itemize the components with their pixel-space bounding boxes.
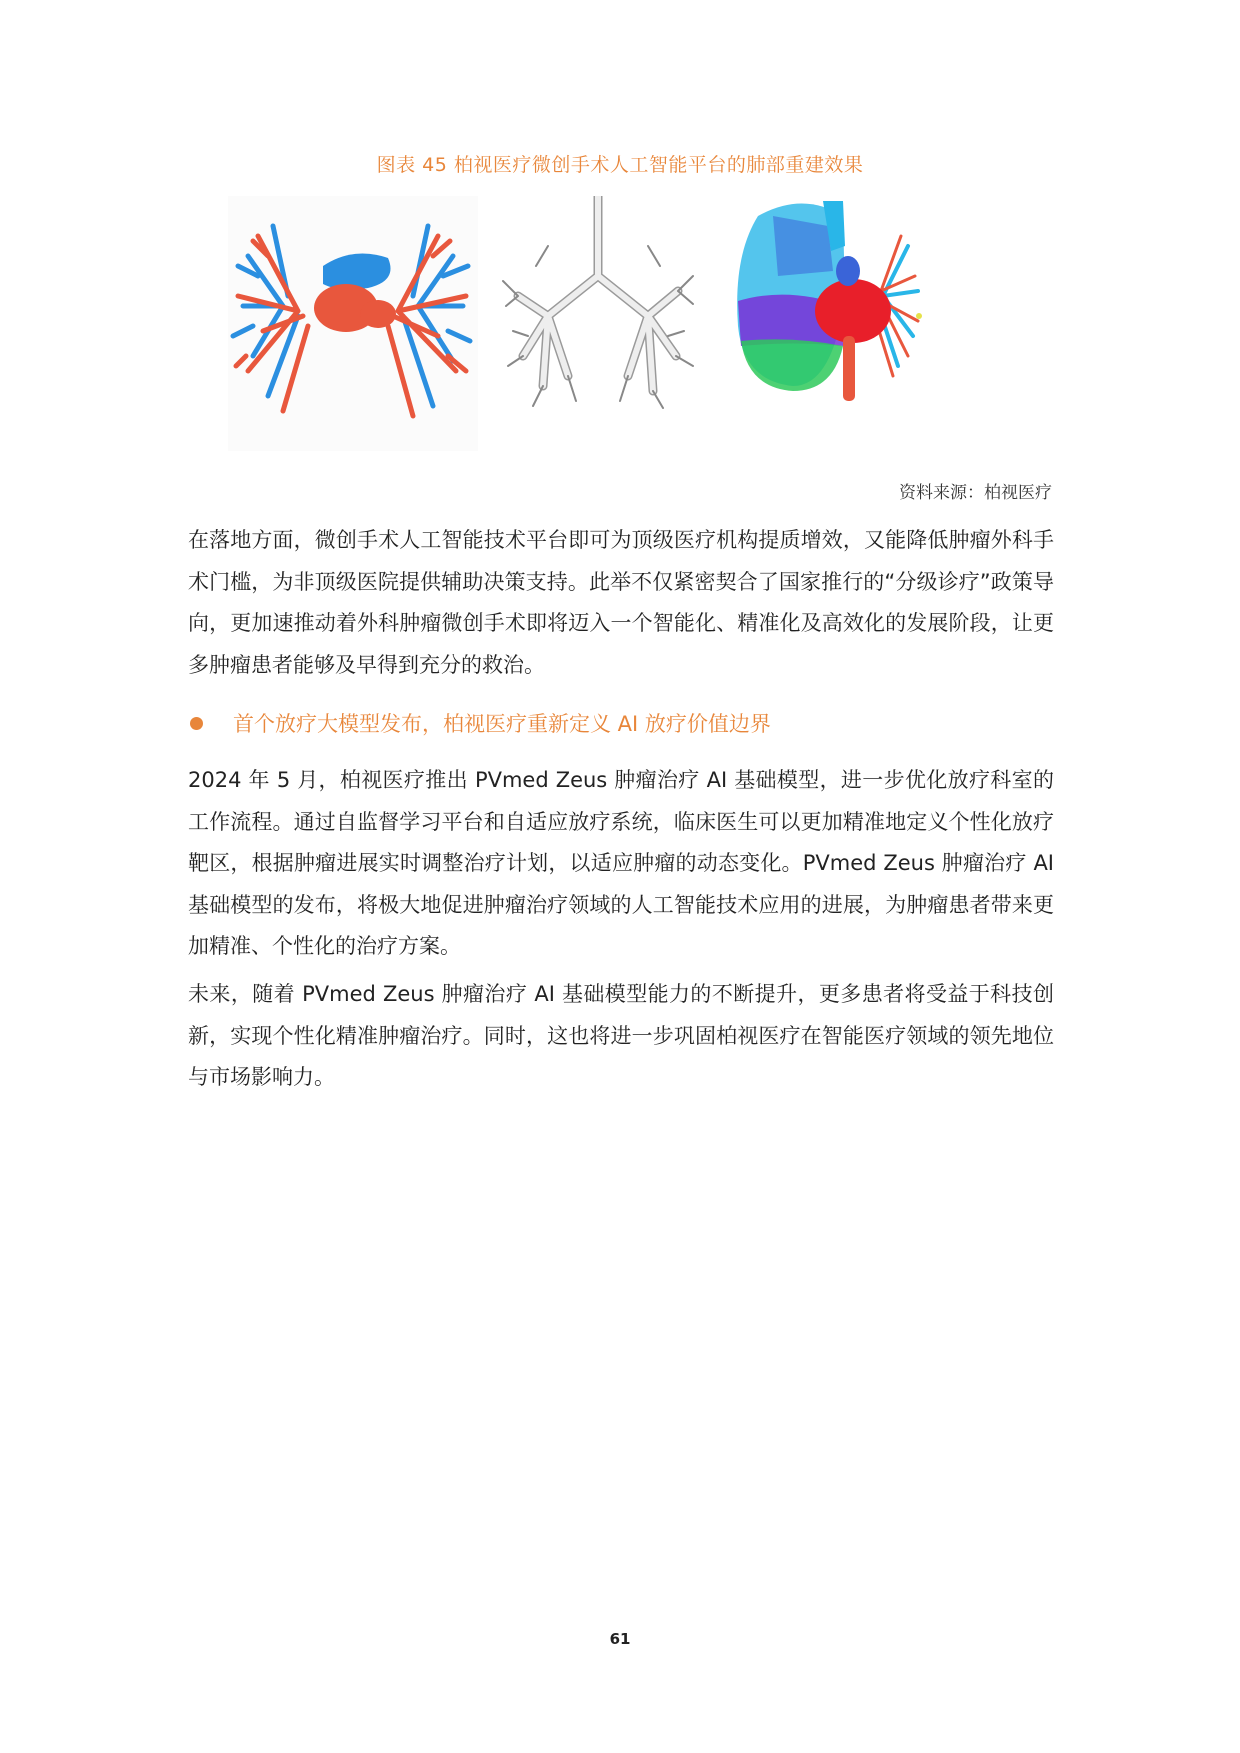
section-bullet-heading (188, 708, 1054, 738)
bronchial-tree-image (503, 196, 693, 408)
paragraph-zeus-model: 2024 年 5 月，柏视医疗推出 PVmed Zeus 肿瘤治疗 AI 基础模型，进一步优化放疗科室的工作流程。通过自监督学习平台和自适应放疗系统，临床医生可以更加精准地定义个性化放疗靶区，根据肿瘤进展实时调整治疗计划，以适应肿瘤的动态变化。PVmed Zeus 肿瘤治疗 AI 基础模型的发布，将极大地促进肿瘤治疗领域的人工智能技术应用的进展，为肿瘤患者带来更加精准、个性化的治疗方案。 (188, 768, 1054, 958)
figure-source: 资料来源：柏视医疗 (899, 483, 1052, 503)
paragraph-deployment: 在落地方面，微创手术人工智能技术平台即可为顶级医疗机构提质增效，又能降低肿瘤外科手术门槛，为非顶级医院提供辅助决策支持。此举不仅紧密契合了国家推行的“分级诊疗”政策导向，更加速推动着外科肿瘤微创手术即将迈入一个智能化、精准化及高效化的发展阶段，让更多肿瘤患者能够及早得到充分的救治。 (188, 528, 1054, 677)
figure-images (228, 196, 1016, 456)
page-number: 61 (609, 1630, 631, 1648)
pulmonary-vessels-image (228, 196, 478, 451)
figure-title: 图表 45 柏视医疗微创手术人工智能平台的肺部重建效果 (376, 154, 864, 176)
paragraph-outlook: 未来，随着 PVmed Zeus 肿瘤治疗 AI 基础模型能力的不断提升，更多患者将受益于科技创新，实现个性化精准肿瘤治疗。同时，这也将进一步巩固柏视医疗在智能医疗领域的领先地位与市场影响力。 (188, 982, 1054, 1089)
bullet-dot-icon (190, 717, 203, 730)
lung-segmentation-image (737, 201, 922, 401)
bullet-heading-text: 首个放疗大模型发布，柏视医疗重新定义 AI 放疗价值边界 (233, 712, 771, 736)
